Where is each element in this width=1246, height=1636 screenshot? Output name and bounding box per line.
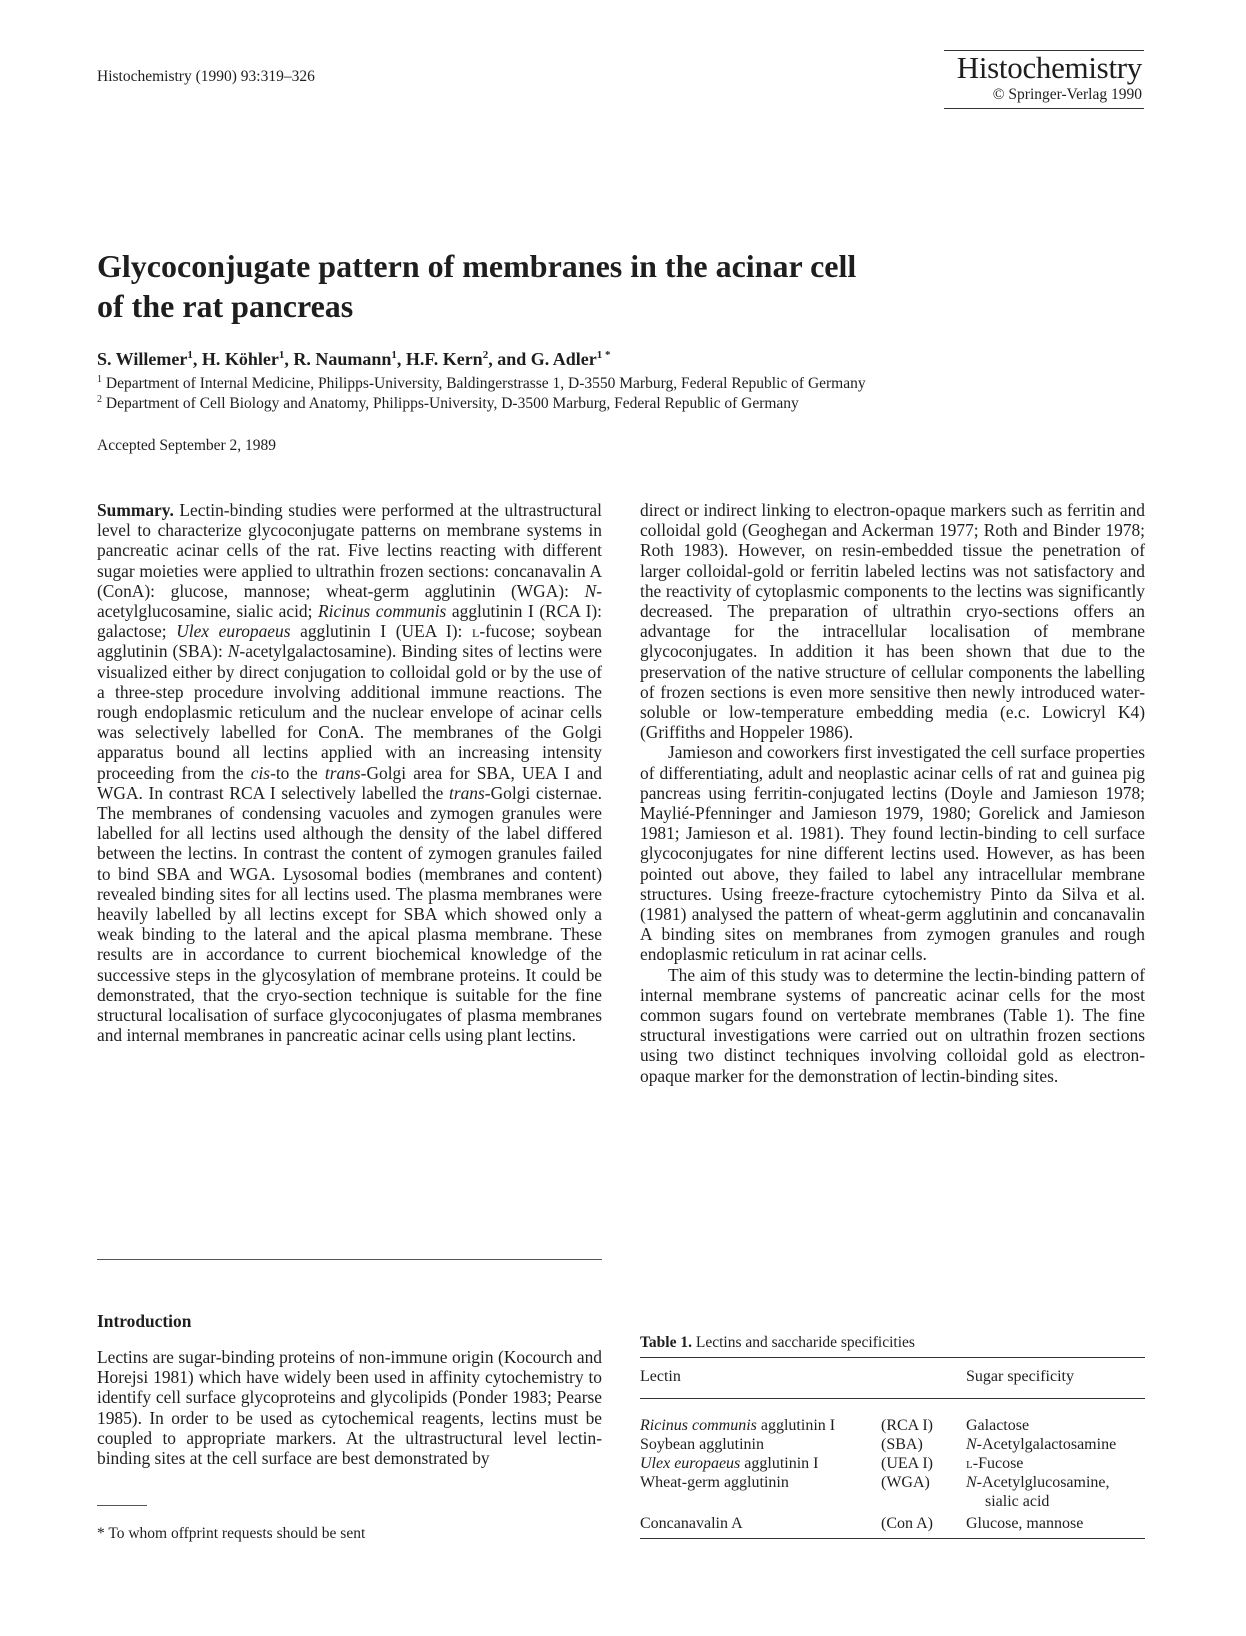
table-label: Table 1.	[640, 1334, 692, 1351]
journal-copyright: © Springer-Verlag 1990	[992, 86, 1142, 103]
author-affil-mark: 1	[278, 349, 285, 361]
right-column-text	[640, 500, 1145, 1086]
table-cell-sugar	[966, 1454, 1023, 1473]
affiliation-text: Department of Internal Medicine, Philipps-University, Baldingerstrasse 1, D-3550 Marburg, Federal Republic of Germany	[105, 375, 866, 393]
table-cell-lectin	[640, 1454, 818, 1473]
summary-run: -Golgi area for SBA, UEA I and WGA. In contrast RCA I selectively labelled the	[97, 762, 602, 803]
sugar-name: -Acetylgalactosamine	[976, 1436, 1117, 1453]
sugar-name: Galactose	[966, 1417, 1030, 1434]
table-cell-abbr: (Con A)	[881, 1515, 933, 1532]
affiliation-number: 2	[97, 394, 102, 405]
summary-run: -acetylgalactosamine). Binding sites of lectins were visualized either by direct conjugation to colloidal gold or by the use of a three-step procedure involving additional immune reactions. The rough endoplasmic reticulum and the nuclear envelope of acinar cells was selectively labelled for ConA. The membranes of the Golgi apparatus bound all lectins applied with an increasing intensity proceeding from the	[97, 641, 602, 783]
summary-paragraph	[97, 500, 602, 1045]
lectin-italic: Ulex europaeus	[640, 1455, 741, 1472]
intro-paragraph-aim: The aim of this study was to determine the lectin-binding pattern of internal membrane systems of pancreatic acinar cells for the most common sugars found on vertebrate membranes (Table 1). The fine structural investigations were carried out on ultrathin frozen sections using two distinct techniques involving colloidal gold as electron-opaque marker for the demonstration of lectin-binding sites.	[640, 964, 1145, 1086]
table-cell-lectin	[640, 1416, 835, 1435]
summary-italic: Ulex europaeus	[176, 621, 291, 642]
introduction-paragraph-1	[97, 1347, 602, 1468]
author-list	[97, 349, 610, 370]
summary-run: -to the	[270, 762, 325, 783]
intro-paragraph-jamieson: Jamieson and coworkers first investigated the cell surface properties of differentiating, adult and neoplastic acinar cells of rat and guinea pig pancreas using ferritin-conjugated lectins (Doyle and Jamieson 1978; Maylié-Pfenninger and Jamieson 1979, 1980; Gorelick and Jamieson 1981; Jamieson et al. 1981). They found lectin-binding to cell surface glycoconjugates for nine different lectins used. However, as has been pointed out above, they failed to label any intracellular membrane structures. Using freeze-fracture cytochemistry Pinto da Silva et al. (1981) analysed the pattern of wheat-germ agglutinin and concanavalin A binding sites on membranes from zymogen granules and rough endoplasmic reticulum in rat acinar cells.	[640, 742, 1145, 965]
accepted-date: Accepted September 2, 1989	[97, 437, 277, 454]
title-line-2: of the rat pancreas	[97, 288, 354, 324]
summary-italic: Ricinus communis	[318, 601, 447, 622]
title-line-1: Glycoconjugate pattern of membranes in the acinar cell	[97, 248, 857, 284]
table-header-lectin: Lectin	[640, 1368, 681, 1385]
table-cell-sugar	[966, 1416, 1029, 1435]
author: H.F. Kern	[405, 349, 483, 369]
affiliation-text: Department of Cell Biology and Anatomy, Philipps-University, D-3500 Marburg, Federal Republic of Germany	[105, 395, 799, 413]
summary-run: -fucose; soybean agglutinin (SBA):	[97, 621, 602, 662]
table-cell-sugar	[966, 1435, 1116, 1454]
lectin-name: agglutinin I	[740, 1455, 819, 1472]
table-caption	[640, 1334, 915, 1352]
author: R. Naumann	[293, 349, 392, 369]
introduction-heading: Introduction	[97, 1311, 192, 1331]
summary-smallcaps: l	[472, 621, 480, 642]
affiliation-1	[97, 374, 866, 393]
table-cell-abbr: (WGA)	[881, 1474, 930, 1491]
table-cell-abbr: (SBA)	[881, 1436, 923, 1453]
author-separator: ,	[396, 349, 406, 369]
footnote: * To whom offprint requests should be sent	[97, 1525, 366, 1542]
lectin-name: agglutinin I	[756, 1417, 836, 1434]
affiliation-2	[97, 394, 799, 413]
affiliation-number: 1	[97, 374, 102, 385]
sugar-name: -Acetylglucosamine,	[976, 1474, 1110, 1491]
author: S. Willemer	[97, 349, 188, 369]
table-rule-header	[640, 1398, 1145, 1399]
summary-run: agglutinin I (UEA I):	[290, 621, 472, 642]
table-cell-lectin: Soybean agglutinin	[640, 1436, 764, 1453]
journal-name: Histochemistry	[956, 50, 1142, 85]
footnote-rule	[97, 1505, 147, 1506]
summary-italic: trans	[449, 782, 485, 803]
summary-italic: cis	[250, 762, 271, 783]
summary-italic: N	[584, 580, 597, 601]
summary-label: Summary.	[97, 500, 174, 520]
author: G. Adler	[530, 349, 597, 369]
author-affil-mark: 1 *	[596, 349, 611, 361]
table-cell-lectin: Concanavalin A	[640, 1515, 743, 1532]
author-separator: ,	[284, 349, 294, 369]
table-rule-top	[640, 1357, 1145, 1358]
journal-citation: Histochemistry (1990) 93:319–326	[97, 68, 315, 85]
author: H. Köhler	[201, 349, 279, 369]
table-cell-abbr: (UEA I)	[881, 1455, 933, 1472]
summary-run: -Golgi cisternae. The membranes of condensing vacuoles and zymogen granules were labelled for all lectins used although the density of the label differed between the lectins. In contrast the content of zymogen granules failed to bind SBA and WGA. Lysosomal bodies (membranes and content) revealed binding sites for all lectins used. The plasma membranes were heavily labelled by all lectins except for SBA which showed only a weak binding to the lateral and the apical plasma membrane. These results are in accordance to current biochemical knowledge of the successive steps in the glycosylation of membrane proteins. It could be demonstrated, that the cryo-section technique is suitable for the fine structural localisation of surface glycoconjugates of plasma membranes and internal membranes in pancreatic acinar cells using plant lectins.	[97, 782, 602, 1046]
sugar-italic: N	[966, 1474, 977, 1491]
sugar-name: -Fucose	[972, 1455, 1024, 1472]
table-caption-text: Lectins and saccharide specificities	[691, 1334, 915, 1351]
summary-italic: N	[227, 641, 240, 662]
author-affil-mark: 2	[482, 349, 489, 361]
lectin-italic: Ricinus communis	[640, 1417, 757, 1434]
article-title	[97, 246, 997, 326]
intro-continued-paragraph: direct or indirect linking to electron-opaque markers such as ferritin and colloidal gold (Geoghegan and Ackerman 1977; Roth and Binder 1978; Roth 1983). However, on resin-embedded tissue the penetration of larger colloidal-gold or ferritin labeled lectins was not satisfactory and the reactivity of cytoplasmic components to the lectins was significantly decreased. The preparation of ultrathin cryo-sections offers an advantage for the intracellular localisation of membrane glycoconjugates. In addition it has been shown that due to the preservation of the native structure of cellular components the labelling of frozen sections is even more sensitive then newly introduced water-soluble or low-temperature embedding media (e.c. Lowicryl K4) (Griffiths and Hoppeler 1986).	[640, 500, 1145, 743]
masthead-rule-bottom	[944, 108, 1144, 109]
table-cell-lectin: Wheat-germ agglutinin	[640, 1474, 789, 1491]
table-cell-sugar-continued: sialic acid	[985, 1493, 1050, 1510]
sugar-smallcaps: l	[966, 1455, 973, 1472]
table-cell-sugar: Glucose, mannose	[966, 1515, 1084, 1532]
table-cell-sugar	[966, 1473, 1110, 1492]
summary-divider	[97, 1259, 602, 1260]
table-cell-abbr: (RCA I)	[881, 1417, 933, 1434]
summary-italic: trans	[324, 762, 361, 783]
sugar-italic: N	[966, 1436, 977, 1453]
summary-run: agglutinin I (RCA I): galactose;	[97, 601, 602, 642]
table-header-sugar: Sugar specificity	[966, 1368, 1074, 1385]
author-affil-mark: 1	[187, 349, 193, 361]
table-rule-bottom	[640, 1538, 1145, 1539]
author-separator: ,	[192, 349, 202, 369]
summary-run: -acetylglucosamine, sialic acid;	[97, 580, 602, 622]
summary-text	[97, 500, 602, 1045]
introduction-text: Lectins are sugar-binding proteins of non-immune origin (Kocourch and Horejsi 1981) which have widely been used in affinity cytochemistry to identify cell surface glycoproteins and glycolipids (Ponder 1983; Pearse 1985). In order to be used as cytochemical reagents, lectins must be coupled to appropriate markers. At the ultrastructural level lectin-binding sites at the cell surface are best demonstrated by	[97, 1347, 602, 1469]
author-affil-mark: 1	[391, 349, 397, 361]
summary-run: Lectin-binding studies were performed at the ultrastructural level to characterize glycoconjugate patterns on membrane systems in pancreatic acinar cells of the rat. Five lectins reacting with different sugar moieties were applied to ultrathin frozen sections: concanavalin A (ConA): glucose, mannose; wheat-germ agglutinin (WGA):	[97, 500, 602, 601]
author-separator: , and	[488, 349, 531, 369]
